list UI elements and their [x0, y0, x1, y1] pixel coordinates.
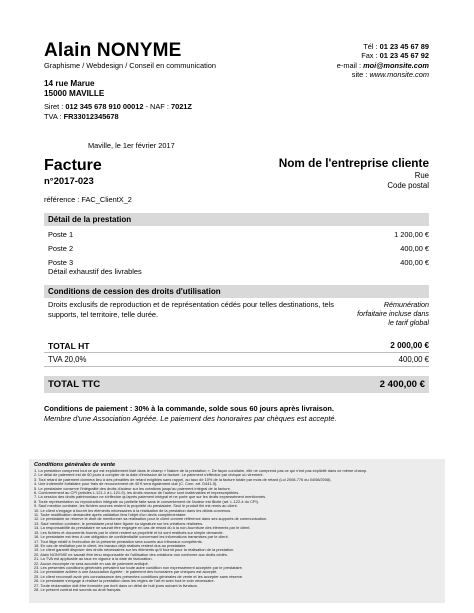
association-note: Membre d'une Association Agréée. Le paiement des honoraires par chèques est accepté. — [44, 414, 337, 423]
total-ttc-label: TOTAL TTC — [48, 379, 101, 390]
terms-line: 21. La TVA est applicable au taux en vigueur à la date de facturation. — [34, 557, 153, 562]
rights-note-line-3: le tarif global — [388, 318, 429, 328]
terms-line: 8. Toute représentation ou reproduction intégrale ou partielle faite sans le consentement de l'auteur est illicite (art. L.122-4 du CPI). — [34, 499, 259, 504]
terms-lines — [34, 469, 440, 592]
sender-address — [44, 79, 104, 99]
contact-fax-label: Fax : — [361, 51, 380, 61]
terms-line: 16. Le prestataire est tenu à une obligation de confidentialité concernant les informations transmises par le client. — [34, 535, 229, 540]
rights-header: Conditions de cession des droits d'utilisation — [44, 285, 429, 298]
services-header: Détail de la prestation — [44, 213, 429, 226]
naf-label: - NAF : — [143, 102, 171, 111]
terms-line: 24. Le prestataire adhère à une Association Agréée ; le paiement des honoraires par chèques est accepté. — [34, 570, 218, 575]
tva-number-value: FR33012345678 — [63, 111, 119, 121]
terms-line: 20. Alain NONYME ne saurait être tenu responsable de l'utilisation des créations non conforme aux droits cédés. — [34, 552, 228, 557]
contact-fax-value: 01 23 45 67 92 — [379, 51, 429, 61]
contact-site — [209, 70, 429, 79]
tva-label: TVA 20,0% — [48, 355, 87, 364]
contact-email-value: moi@monsite.com — [363, 60, 429, 70]
tva-number-label: TVA : — [44, 111, 64, 121]
rights-note-line-2: forfaitaire incluse dans — [357, 309, 429, 319]
invoice-reference: référence : FAC_ClientX_2 — [44, 195, 132, 204]
service-row-2-amount: 400,00 € — [400, 244, 429, 253]
terms-line: 14. La responsabilité du prestataire ne saurait être engagée en cas de retard dû à la non-fourniture des éléments par le client. — [34, 526, 251, 531]
tva-value: 400,00 € — [398, 355, 429, 364]
rights-description: Droits exclusifs de reproduction et de représentation cédés pour telles destinations, tels supports, tel territoire, telle durée. — [48, 300, 334, 319]
client-postal-code: Code postal — [387, 181, 429, 190]
terms-line: 28. Le présent contrat est soumis au droit français. — [34, 587, 122, 592]
contact-block — [209, 42, 429, 80]
terms-line: 15. Les fichiers et documents fournis par le client restent sa propriété et lui sont restitués sur simple demande. — [34, 530, 224, 535]
client-block — [179, 156, 429, 191]
terms-line: 10. Le client s'engage à fournir les éléments nécessaires à la réalisation de la prestation dans les délais convenus. — [34, 508, 232, 513]
service-row-1-label: Poste 1 — [48, 230, 74, 239]
terms-line: 6. Conformément au CPI (articles L.121-1 à L.121-9), les droits moraux de l'auteur sont inaliénables et imprescriptibles. — [34, 491, 240, 496]
terms-line: 12. Le prestataire se réserve le droit de mentionner sa réalisation pour le client comme référence dans ses supports de communication. — [34, 517, 268, 522]
sender-name: Alain NONYME — [44, 40, 182, 61]
terms-line: 1. La prestation comprend tout ce qui est explicitement listé dans le champ « Nature de la prestation ». De façon corollaire, elle ne comprend pas ce qui n'est pas explicité dans ce même champ. — [34, 469, 368, 473]
contact-phone-value: 01 23 45 67 89 — [379, 42, 429, 51]
tva-divider — [44, 366, 429, 367]
invoice-number: n°2017-023 — [44, 176, 94, 187]
siret-line — [44, 102, 192, 112]
service-row-3-label: Poste 3 — [48, 258, 74, 267]
terms-title: Conditions générales de vente — [34, 462, 116, 468]
service-row-3-amount: 400,00 € — [400, 258, 429, 267]
terms-line: 9. Sauf mention contraire, les fichiers sources restent la propriété du prestataire. Seul le produit fini est remis au client. — [34, 504, 238, 509]
sender-address-line1: 14 rue Marue — [44, 79, 95, 88]
contact-phone — [209, 42, 429, 51]
tva-number-line — [44, 112, 192, 122]
total-ht-label: TOTAL HT — [48, 341, 90, 351]
contact-email — [209, 61, 429, 70]
terms-line: 7. La cession des droits patrimoniaux ne s'effectue qu'après paiement intégral et ne porte que sur les droits expressément mentionnés. — [34, 495, 267, 500]
total-ttc-value: 2 400,00 € — [379, 379, 425, 390]
service-row-1-amount: 1 200,00 € — [394, 230, 429, 239]
terms-line: 17. Tout litige relatif à l'exécution de la présente prestation sera soumis aux tribunaux compétents. — [34, 539, 203, 544]
terms-line: 5. Le prestataire conserve l'intégralité des droits d'auteur sur les créations jusqu'au paiement intégral de la facture. — [34, 486, 231, 491]
terms-line: 18. En cas de résiliation par le client, les travaux déjà réalisés restent dus au prestataire. — [34, 543, 187, 548]
terms-line: 27. Toute réclamation doit être formulée par écrit dans un délai de huit jours suivant la livraison. — [34, 583, 199, 588]
terms-line: 13. Sauf mention contraire, le prestataire peut faire figurer sa signature sur les créations réalisées. — [34, 521, 204, 526]
sender-legal-info — [44, 102, 192, 121]
terms-line: 11. Toute modification demandée après validation fera l'objet d'un devis complémentaire. — [34, 513, 187, 518]
terms-line: 22. Aucun escompte ne sera accordé en cas de paiement anticipé. — [34, 561, 149, 566]
total-ht-value: 2 000,00 € — [390, 341, 429, 350]
siret-value: 012 345 678 910 00012 — [65, 102, 144, 111]
contact-fax — [209, 51, 429, 60]
rights-remuneration-note — [339, 300, 429, 328]
service-row-2-label: Poste 2 — [48, 244, 74, 253]
sender-address-line2: 15000 MAVILLE — [44, 89, 105, 98]
service-row-3-detail: Détail exhaustif des livrables — [48, 267, 142, 276]
contact-site-label: site : — [351, 70, 370, 80]
client-street: Rue — [414, 171, 429, 180]
terms-line: 26. Le prestataire s'engage à réaliser la prestation dans les règles de l'art et avec tout le soin nécessaire. — [34, 579, 215, 584]
terms-line: 2. Le délai de paiement est de 60 jours à compter de la date d'émission de la facture. Le paiement s'effectue par chèque ou virement. — [34, 473, 264, 478]
terms-line: 25. Le client reconnaît avoir pris connaissance des présentes conditions générales de vente et les accepter sans réserve. — [34, 574, 244, 579]
terms-line: 4. Une indemnité forfaitaire pour frais de recouvrement de 40 € sera également due (C. Com. art. D441-5). — [34, 482, 218, 487]
client-name: Nom de l'entreprise cliente — [278, 156, 429, 170]
totals-divider — [44, 352, 429, 353]
siret-label: Siret : — [44, 102, 66, 111]
place-date: Maville, le 1er février 2017 — [88, 141, 175, 150]
document-title: Facture — [44, 157, 102, 174]
sender-description: Graphisme / Webdesign / Conseil en communication — [44, 61, 216, 70]
contact-email-label: e-mail : — [336, 60, 364, 70]
terms-line: 3. Tout retard de paiement donnera lieu à des pénalités de retard exigibles sans rappel, au taux de 10% de la facture totale par mois de retard (Loi 2008-776 du 04/08/2008). — [34, 477, 332, 482]
service-row-3 — [48, 258, 142, 276]
contact-phone-label: Tél : — [363, 42, 380, 51]
payment-terms: Conditions de paiement : 30% à la commande, solde sous 60 jours après livraison. — [44, 404, 334, 413]
terms-line: 19. Le client garantit disposer des droits nécessaires sur les éléments qu'il fournit pour la réalisation de la prestation. — [34, 548, 235, 553]
naf-value: 7021Z — [170, 102, 192, 111]
rights-note-line-1: Rémunération — [383, 300, 429, 309]
contact-site-value: www.monsite.com — [369, 70, 429, 80]
terms-box — [29, 459, 445, 603]
terms-line: 23. Les présentes conditions générales prévalent sur toute autre condition non expressément acceptée par le prestataire. — [34, 565, 243, 570]
